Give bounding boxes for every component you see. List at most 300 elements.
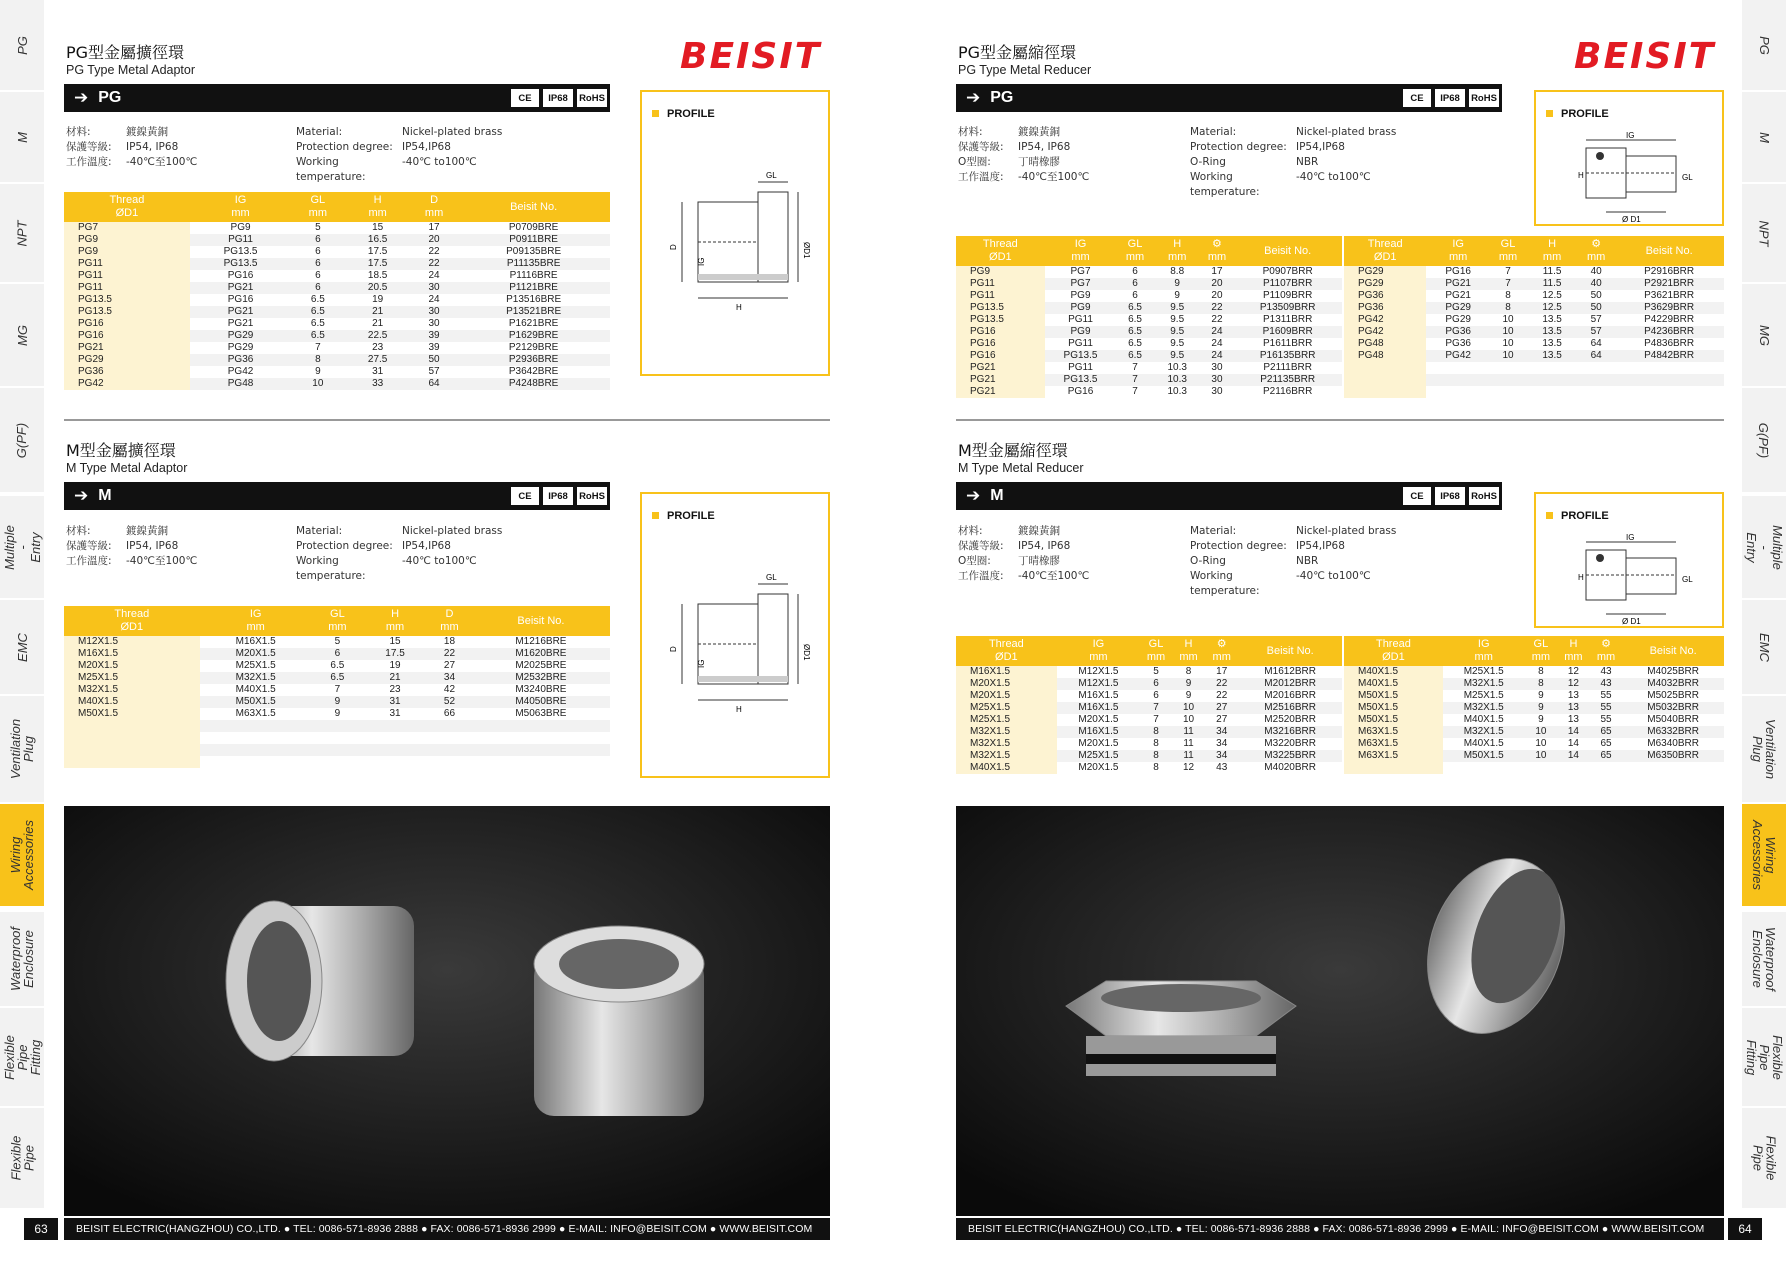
page-number-right: 64: [1728, 1218, 1762, 1240]
pg-reducer-bar-label: PG: [990, 89, 1014, 106]
table-cell: PG16: [956, 338, 1045, 350]
side-tab-right-1[interactable]: [1742, 92, 1786, 182]
table-cell: [1426, 374, 1490, 386]
table-cell: M40X1.5: [1344, 678, 1443, 690]
side-tab-label: NPT: [1756, 220, 1772, 246]
side-tab-left-6[interactable]: [0, 600, 44, 694]
table-cell: 7: [1116, 374, 1153, 386]
table-cell: [1525, 762, 1558, 774]
page-number-left: 63: [24, 1218, 58, 1240]
ce-mark-icon: CE: [510, 486, 540, 506]
side-tab-label: M: [1756, 131, 1772, 143]
spec-label: 保護等級:: [66, 141, 112, 153]
table-cell: P3642BRE: [457, 366, 610, 378]
table-cell: 6.5: [291, 330, 344, 342]
table-cell: 23: [344, 342, 411, 354]
table-row: [64, 756, 610, 768]
table-header: Beisit No.: [1614, 236, 1724, 266]
table-cell: [312, 720, 363, 732]
table-cell: 10.3: [1154, 362, 1201, 374]
table-cell: M40X1.5: [200, 684, 312, 696]
arrow-right-icon: ➔: [966, 486, 981, 505]
table-cell: PG36: [64, 366, 190, 378]
side-tab-right-7[interactable]: [1742, 696, 1786, 802]
table-cell: 9.5: [1154, 302, 1201, 314]
spec-label: O型圈:: [958, 156, 991, 168]
table-row: [64, 294, 610, 306]
table-cell: P13516BRE: [457, 294, 610, 306]
spec-value: IP54,IP68: [402, 540, 451, 552]
spec-label: 材料:: [66, 126, 91, 138]
dim-h-label: H: [1578, 573, 1584, 582]
table-cell: 9.5: [1154, 314, 1201, 326]
table-cell: PG29: [190, 342, 292, 354]
table-cell: PG13.5: [64, 294, 190, 306]
side-tab-right-11[interactable]: [1742, 1108, 1786, 1208]
table-cell: 9: [1525, 690, 1558, 702]
table-cell: PG9: [956, 266, 1045, 278]
table-cell: 6.5: [1116, 302, 1153, 314]
table-cell: P2936BRE: [457, 354, 610, 366]
table-cell: M16X1.5: [64, 648, 200, 660]
table-cell: P1609BRR: [1233, 326, 1342, 338]
table-cell: 21: [363, 672, 427, 684]
table-cell: M50X1.5: [1344, 702, 1443, 714]
table-cell: 7: [1116, 362, 1153, 374]
table-row: [1344, 666, 1724, 678]
table-cell: 9: [1154, 290, 1201, 302]
side-tab-left-3[interactable]: [0, 284, 44, 386]
table-cell: PG29: [64, 354, 190, 366]
spec-label: 工作溫度:: [958, 570, 1004, 582]
table-row: [956, 326, 1342, 338]
table-cell: [1590, 762, 1623, 774]
table-row: [1344, 726, 1724, 738]
table-cell: [200, 720, 312, 732]
table-row: [64, 270, 610, 282]
table-header: Thread ØD1: [64, 192, 190, 222]
side-tab-right-8[interactable]: [1742, 804, 1786, 906]
table-row: [956, 278, 1342, 290]
table-cell: 6.5: [291, 318, 344, 330]
table-cell: M4020BRR: [1238, 762, 1342, 774]
side-tab-left-11[interactable]: [0, 1108, 44, 1208]
side-tab-right-10[interactable]: [1742, 1008, 1786, 1106]
table-cell: P1116BRE: [457, 270, 610, 282]
side-tab-left-10[interactable]: [0, 1008, 44, 1106]
side-tab-right-0[interactable]: [1742, 0, 1786, 90]
side-tab-left-8[interactable]: [0, 804, 44, 906]
table-row: [1344, 314, 1724, 326]
table-cell: P11135BRE: [457, 258, 610, 270]
table-cell: 6: [291, 258, 344, 270]
side-tab-left-7[interactable]: [0, 696, 44, 802]
table-cell: 8: [1490, 302, 1526, 314]
table-cell: 27: [1205, 714, 1238, 726]
spec-value: IP54,IP68: [1296, 540, 1345, 552]
table-cell: PG9: [1045, 302, 1117, 314]
spec-value: -40℃ to100℃: [1296, 570, 1371, 582]
arrow-right-icon: ➔: [74, 88, 89, 107]
pg-reducer-profile-box: [1534, 90, 1724, 226]
side-tab-label: Waterproof Enclosure: [8, 926, 37, 992]
table-cell: 10.3: [1154, 386, 1201, 398]
side-tab-left-1[interactable]: [0, 92, 44, 182]
table-cell: 15: [344, 222, 411, 234]
spec-value: IP54, IP68: [126, 141, 179, 153]
table-cell: M32X1.5: [64, 684, 200, 696]
table-cell: 65: [1590, 726, 1623, 738]
table-cell: 52: [427, 696, 472, 708]
table-cell: P4836BRR: [1614, 338, 1724, 350]
table-header: ⚙ mm: [1201, 236, 1234, 266]
section-divider: [64, 419, 830, 421]
m-reducer-title-en: M Type Metal Reducer: [958, 461, 1084, 475]
table-cell: M16X1.5: [1057, 690, 1140, 702]
table-cell: 55: [1590, 714, 1623, 726]
spec-label: 保護等級:: [958, 141, 1004, 153]
side-tab-right-4[interactable]: [1742, 388, 1786, 492]
reducer-photo-illustration: [956, 806, 1724, 1216]
table-cell: 31: [344, 366, 411, 378]
table-row: [64, 672, 610, 684]
table-row: [956, 714, 1342, 726]
side-tab-label: G(PF): [14, 422, 30, 458]
table-cell: 18: [427, 636, 472, 648]
table-cell: M2016BRR: [1238, 690, 1342, 702]
table-cell: 24: [1201, 326, 1234, 338]
side-tab-left-4[interactable]: [0, 388, 44, 492]
table-cell: 5: [312, 636, 363, 648]
table-cell: 34: [1205, 726, 1238, 738]
table-cell: P2916BRR: [1614, 266, 1724, 278]
table-cell: 19: [363, 660, 427, 672]
table-row: [64, 258, 610, 270]
table-cell: PG16: [1426, 266, 1490, 278]
table-cell: [1526, 386, 1578, 398]
table-row: [956, 678, 1342, 690]
table-cell: 11.5: [1526, 278, 1578, 290]
side-tab-label: PG: [14, 35, 30, 55]
table-cell: 34: [1205, 750, 1238, 762]
table-row: [956, 338, 1342, 350]
table-row: [1344, 750, 1724, 762]
table-cell: [427, 720, 472, 732]
table-cell: 30: [411, 318, 457, 330]
table-cell: PG7: [64, 222, 190, 234]
table-row: [64, 246, 610, 258]
table-cell: 6: [291, 246, 344, 258]
spec-value: -40℃ to100℃: [402, 156, 477, 168]
table-cell: 66: [427, 708, 472, 720]
table-cell: 9: [1525, 714, 1558, 726]
table-cell: P0709BRE: [457, 222, 610, 234]
table-row: [956, 750, 1342, 762]
spec-value: IP54,IP68: [402, 141, 451, 153]
table-cell: PG42: [1344, 314, 1426, 326]
table-cell: 11: [1172, 750, 1205, 762]
table-cell: 8: [1525, 666, 1558, 678]
table-cell: P0911BRE: [457, 234, 610, 246]
table-cell: 64: [411, 378, 457, 390]
table-cell: 9: [312, 708, 363, 720]
table-cell: M40X1.5: [1344, 666, 1443, 678]
table-cell: PG9: [1045, 326, 1117, 338]
table-cell: 11: [1172, 738, 1205, 750]
table-header: D mm: [411, 192, 457, 222]
table-cell: M32X1.5: [1443, 702, 1525, 714]
table-cell: M40X1.5: [1443, 738, 1525, 750]
table-row: [1344, 714, 1724, 726]
table-row: [1344, 762, 1724, 774]
table-cell: 10: [1490, 350, 1526, 362]
spec-label: O型圈:: [958, 555, 991, 567]
table-cell: M3216BRR: [1238, 726, 1342, 738]
table-cell: 31: [363, 696, 427, 708]
dim-d1-label: ØD1: [802, 242, 811, 259]
table-cell: 6.5: [291, 294, 344, 306]
table-cell: PG16: [956, 326, 1045, 338]
table-row: [1344, 278, 1724, 290]
table-cell: P13521BRE: [457, 306, 610, 318]
table-row: [1344, 702, 1724, 714]
adaptor-drawing: [668, 564, 811, 724]
spec-label: 材料:: [958, 126, 983, 138]
table-cell: PG16: [190, 294, 292, 306]
table-cell: 12.5: [1526, 290, 1578, 302]
table-row: [1344, 738, 1724, 750]
dim-ig-label: IG: [1626, 533, 1635, 542]
m-adaptor-profile-box: [640, 492, 830, 778]
dim-h-label: H: [1578, 171, 1584, 180]
table-cell: [1557, 762, 1590, 774]
table-cell: 21: [344, 306, 411, 318]
side-tab-left-2[interactable]: [0, 184, 44, 282]
table-row: [956, 362, 1342, 374]
spec-value: Nickel-plated brass: [402, 525, 503, 537]
table-cell: [1490, 362, 1526, 374]
side-tab-left-5[interactable]: [0, 496, 44, 598]
table-cell: 9.5: [1154, 350, 1201, 362]
table-cell: 33: [344, 378, 411, 390]
side-tab-left-9[interactable]: [0, 912, 44, 1006]
table-cell: PG29: [1344, 266, 1426, 278]
table-cell: 57: [1578, 326, 1614, 338]
table-cell: M32X1.5: [956, 726, 1057, 738]
spec-value: 丁晴橡膠: [1018, 555, 1060, 567]
table-cell: 42: [427, 684, 472, 696]
m-reducer-spec-cn: [958, 524, 1089, 584]
table-row: [956, 374, 1342, 386]
table-row: [64, 660, 610, 672]
table-cell: M12X1.5: [1057, 678, 1140, 690]
table-cell: [472, 744, 610, 756]
table-row: [64, 330, 610, 342]
rohs-badge: RoHS: [1468, 486, 1500, 506]
table-cell: P3621BRR: [1614, 290, 1724, 302]
table-cell: M50X1.5: [1443, 750, 1525, 762]
table-cell: 57: [411, 366, 457, 378]
ce-mark-icon: CE: [510, 88, 540, 108]
table-header: H mm: [1526, 236, 1578, 266]
table-cell: [1526, 362, 1578, 374]
table-cell: M25X1.5: [64, 672, 200, 684]
table-cell: 19: [344, 294, 411, 306]
table-cell: 8: [1525, 678, 1558, 690]
table-cell: PG48: [1344, 338, 1426, 350]
table-cell: PG16: [64, 330, 190, 342]
m-reducer-heading: [958, 438, 1084, 475]
m-reducer-spec-en: [1190, 524, 1396, 599]
table-cell: M20X1.5: [64, 660, 200, 672]
table-cell: 10: [1490, 326, 1526, 338]
table-cell: M25X1.5: [956, 702, 1057, 714]
table-cell: PG29: [1426, 302, 1490, 314]
table-cell: 6.5: [1116, 338, 1153, 350]
table-cell: 17: [1205, 666, 1238, 678]
spec-value: Nickel-plated brass: [1296, 126, 1397, 138]
spec-label: Material:: [1190, 525, 1237, 537]
table-cell: P21135BRR: [1233, 374, 1342, 386]
table-cell: PG36: [1426, 326, 1490, 338]
ip68-badge: IP68: [542, 88, 574, 108]
dim-ig-label: IG: [697, 257, 706, 266]
table-cell: 13.5: [1526, 350, 1578, 362]
side-tab-label: G(PF): [1756, 422, 1772, 458]
side-tab-right-3[interactable]: [1742, 284, 1786, 386]
table-cell: P4236BRR: [1614, 326, 1724, 338]
table-cell: 22: [1201, 302, 1234, 314]
table-cell: PG42: [190, 366, 292, 378]
arrow-right-icon: ➔: [74, 486, 89, 505]
table-cell: 7: [312, 684, 363, 696]
table-cell: 13.5: [1526, 338, 1578, 350]
side-tab-label: Flexible Pipe: [1750, 1135, 1779, 1181]
spec-value: NBR: [1296, 156, 1319, 168]
table-cell: 30: [1201, 374, 1234, 386]
m-adaptor-bar-label: M: [98, 487, 112, 504]
side-tab-right-9[interactable]: [1742, 912, 1786, 1006]
table-row: [64, 744, 610, 756]
table-cell: P1621BRE: [457, 318, 610, 330]
footer-left: BEISIT ELECTRIC(HANGZHOU) CO.,LTD. ● TEL: 0086-571-8936 2888 ● FAX: 0086-571-8936 2999 ● E-MAIL: INFO@BEISIT.COM ● WWW.BEISIT.COM: [64, 1218, 830, 1240]
table-cell: 7: [1140, 702, 1172, 714]
table-cell: M20X1.5: [956, 678, 1057, 690]
side-tab-label: EMC: [1756, 632, 1772, 662]
table-cell: M32X1.5: [956, 750, 1057, 762]
table-row: [1344, 678, 1724, 690]
table-row: [64, 306, 610, 318]
table-cell: 7: [291, 342, 344, 354]
table-row: [64, 342, 610, 354]
table-row: [64, 378, 610, 390]
table-cell: 30: [1201, 362, 1234, 374]
table-cell: 8: [1140, 726, 1172, 738]
table-row: [956, 302, 1342, 314]
table-cell: 6.5: [291, 306, 344, 318]
table-cell: M20X1.5: [1057, 762, 1140, 774]
table-cell: M50X1.5: [1344, 714, 1443, 726]
table-row: [64, 222, 610, 234]
table-cell: PG11: [1045, 338, 1117, 350]
m-adaptor-spec-cn: [66, 524, 197, 569]
side-tab-right-6[interactable]: [1742, 600, 1786, 694]
table-cell: 6: [1140, 678, 1172, 690]
table-cell: P1311BRR: [1233, 314, 1342, 326]
table-cell: PG21: [190, 306, 292, 318]
side-tab-label: Multiple - Entry: [1, 524, 43, 570]
table-cell: 8.8: [1154, 266, 1201, 278]
table-row: [1344, 326, 1724, 338]
table-header: ⚙ mm: [1590, 636, 1623, 666]
table-cell: 22.5: [344, 330, 411, 342]
table-header: Thread ØD1: [956, 236, 1045, 266]
rohs-badge: RoHS: [576, 486, 608, 506]
dim-d-label: D: [669, 244, 678, 250]
table-cell: M6340BRR: [1622, 738, 1724, 750]
adaptor-product-photo: [64, 806, 830, 1216]
table-cell: M20X1.5: [200, 648, 312, 660]
table-cell: 5: [291, 222, 344, 234]
side-tab-left-0[interactable]: [0, 0, 44, 90]
table-cell: [1622, 762, 1724, 774]
table-cell: 6: [291, 270, 344, 282]
table-cell: 6.5: [312, 660, 363, 672]
table-cell: [200, 732, 312, 744]
table-cell: M25X1.5: [1057, 750, 1140, 762]
table-cell: 14: [1557, 738, 1590, 750]
table-cell: PG48: [190, 378, 292, 390]
table-cell: 12: [1557, 666, 1590, 678]
pg-adaptor-heading: [66, 40, 195, 77]
table-row: [956, 266, 1342, 278]
table-cell: P3629BRR: [1614, 302, 1724, 314]
table-cell: 6: [1140, 690, 1172, 702]
table-cell: PG11: [64, 282, 190, 294]
table-row: [64, 708, 610, 720]
table-cell: M63X1.5: [1344, 738, 1443, 750]
table-cell: M20X1.5: [1057, 738, 1140, 750]
table-cell: PG13.5: [190, 258, 292, 270]
table-row: [956, 666, 1342, 678]
table-cell: M25X1.5: [1443, 690, 1525, 702]
table-row: [1344, 350, 1724, 362]
side-tab-right-2[interactable]: [1742, 184, 1786, 282]
table-cell: 55: [1590, 690, 1623, 702]
table-cell: PG29: [190, 330, 292, 342]
table-cell: M63X1.5: [1344, 750, 1443, 762]
table-cell: M5032BRR: [1622, 702, 1724, 714]
table-cell: 6.5: [1116, 350, 1153, 362]
table-cell: M1612BRR: [1238, 666, 1342, 678]
table-header: GL mm: [312, 606, 363, 636]
table-cell: 40: [1578, 266, 1614, 278]
dim-d-label: D: [669, 646, 678, 652]
table-cell: 6: [1116, 278, 1153, 290]
table-header: GL mm: [1140, 636, 1172, 666]
spec-value: 鍍鎳黃銅: [1018, 126, 1060, 138]
table-cell: PG29: [1426, 314, 1490, 326]
table-cell: [1614, 374, 1724, 386]
side-tab-right-5[interactable]: [1742, 496, 1786, 598]
table-cell: 22: [1201, 314, 1234, 326]
table-cell: 39: [411, 330, 457, 342]
table-cell: [1426, 386, 1490, 398]
table-header: IG mm: [1443, 636, 1525, 666]
profile-title: PROFILE: [1546, 510, 1609, 522]
table-cell: 20: [1201, 278, 1234, 290]
table-cell: M3220BRR: [1238, 738, 1342, 750]
